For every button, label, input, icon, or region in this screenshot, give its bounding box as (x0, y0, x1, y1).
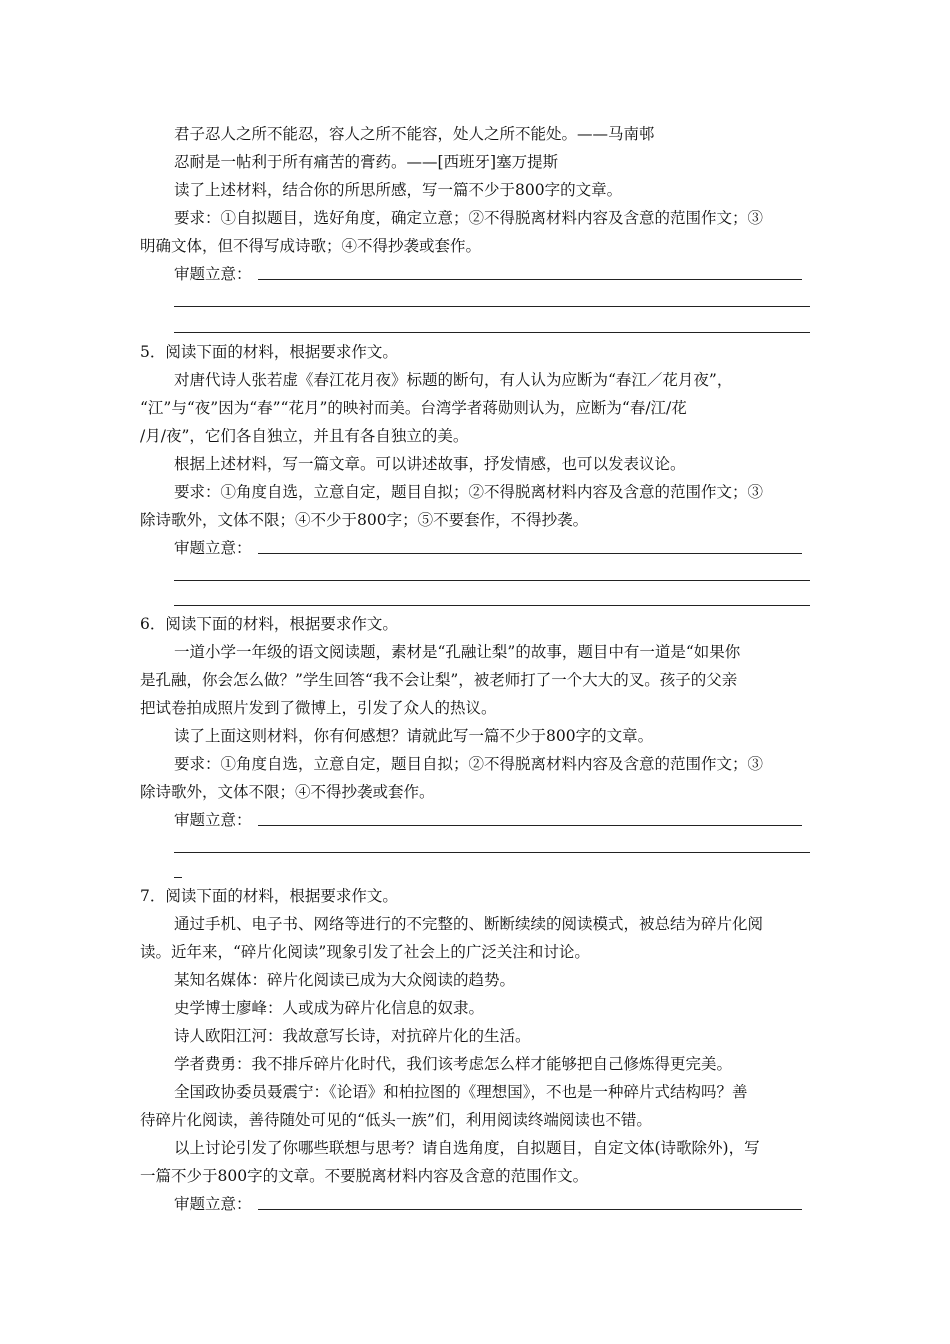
answer-label: 审题立意： (174, 265, 252, 283)
material-text: 对唐代诗人张若虚《春江花月夜》标题的断句，有人认为应断为“春江／花月夜”， (174, 371, 733, 389)
question-heading: 7．阅读下面的材料，根据要求作文。 (140, 887, 398, 905)
material-text: 通过手机、电子书、网络等进行的不完整的、断断续续的阅读模式，被总结为碎片化阅 (174, 915, 764, 933)
material-text: 读。近年来，“碎片化阅读”现象引发了社会上的广泛关注和讨论。 (140, 943, 590, 961)
answer-line[interactable] (258, 279, 802, 280)
answer-label: 审题立意： (174, 811, 252, 829)
requirements-text: 要求：①角度自选，立意自定，题目自拟；②不得脱离材料内容及含意的范围作文；③ (174, 483, 764, 501)
requirements-text: 要求：①自拟题目，选好角度，确定立意；②不得脱离材料内容及含意的范围作文；③ (174, 209, 764, 227)
requirements-text: 明确文体，但不得写成诗歌；④不得抄袭或套作。 (140, 237, 482, 255)
answer-line[interactable] (174, 580, 810, 581)
answer-line[interactable] (258, 553, 802, 554)
question-heading: 6．阅读下面的材料，根据要求作文。 (140, 615, 398, 633)
viewpoint-text: 史学博士廖峰：人或成为碎片化信息的奴隶。 (174, 999, 485, 1017)
material-text: 把试卷拍成照片发到了微博上，引发了众人的热议。 (140, 699, 497, 717)
material-text: /月/夜”，它们各自独立，并且有各自独立的美。 (140, 427, 469, 445)
quote-text: 君子忍人之所不能忍，容人之所不能容，处人之所不能处。——马南邨 (174, 125, 655, 143)
answer-line[interactable] (258, 825, 802, 826)
answer-line[interactable] (174, 605, 810, 606)
prompt-text: 一篇不少于800字的文章。不要脱离材料内容及含意的范围作文。 (140, 1167, 589, 1185)
answer-line[interactable] (174, 306, 810, 307)
answer-line[interactable] (174, 332, 810, 333)
answer-line[interactable] (258, 1209, 802, 1210)
material-text: 是孔融，你会怎么做？”学生回答“我不会让梨”，被老师打了一个大大的叉。孩子的父亲 (140, 671, 738, 689)
material-text: “江”与“夜”因为“春”“花月”的映衬而美。台湾学者蒋勋则认为，应断为“春/江/花 (140, 399, 687, 417)
viewpoint-text: 某知名媒体：碎片化阅读已成为大众阅读的趋势。 (174, 971, 516, 989)
prompt-text: 根据上述材料，写一篇文章。可以讲述故事，抒发情感，也可以发表议论。 (174, 455, 686, 473)
answer-line-fragment (174, 877, 182, 878)
viewpoint-text: 全国政协委员聂震宁：《论语》和柏拉图的《理想国》，不也是一种碎片式结构吗？善 (174, 1083, 748, 1101)
viewpoint-text: 学者费勇：我不排斥碎片化时代，我们该考虑怎么样才能够把自己修炼得更完美。 (174, 1055, 733, 1073)
requirements-text: 要求：①角度自选，立意自定，题目自拟；②不得脱离材料内容及含意的范围作文；③ (174, 755, 764, 773)
answer-line[interactable] (174, 852, 810, 853)
prompt-text: 读了上面这则材料，你有何感想？请就此写一篇不少于800字的文章。 (174, 727, 654, 745)
viewpoint-text: 诗人欧阳江河：我故意写长诗，对抗碎片化的生活。 (174, 1027, 531, 1045)
question-heading: 5．阅读下面的材料，根据要求作文。 (140, 343, 398, 361)
quote-text: 忍耐是一帖利于所有痛苦的膏药。——[西班牙]塞万提斯 (174, 153, 559, 171)
requirements-text: 除诗歌外，文体不限；④不少于800字；⑤不要套作，不得抄袭。 (140, 511, 589, 529)
requirements-text: 除诗歌外，文体不限；④不得抄袭或套作。 (140, 783, 435, 801)
material-text: 一道小学一年级的语文阅读题，素材是“孔融让梨”的故事，题目中有一道是“如果你 (174, 643, 741, 661)
prompt-text: 读了上述材料，结合你的所思所感，写一篇不少于800字的文章。 (174, 181, 623, 199)
viewpoint-text: 待碎片化阅读，善待随处可见的“低头一族”们，利用阅读终端阅读也不错。 (140, 1111, 652, 1129)
answer-label: 审题立意： (174, 1195, 252, 1213)
answer-label: 审题立意： (174, 539, 252, 557)
prompt-text: 以上讨论引发了你哪些联想与思考？请自选角度，自拟题目，自定文体(诗歌除外)，写 (174, 1139, 760, 1157)
